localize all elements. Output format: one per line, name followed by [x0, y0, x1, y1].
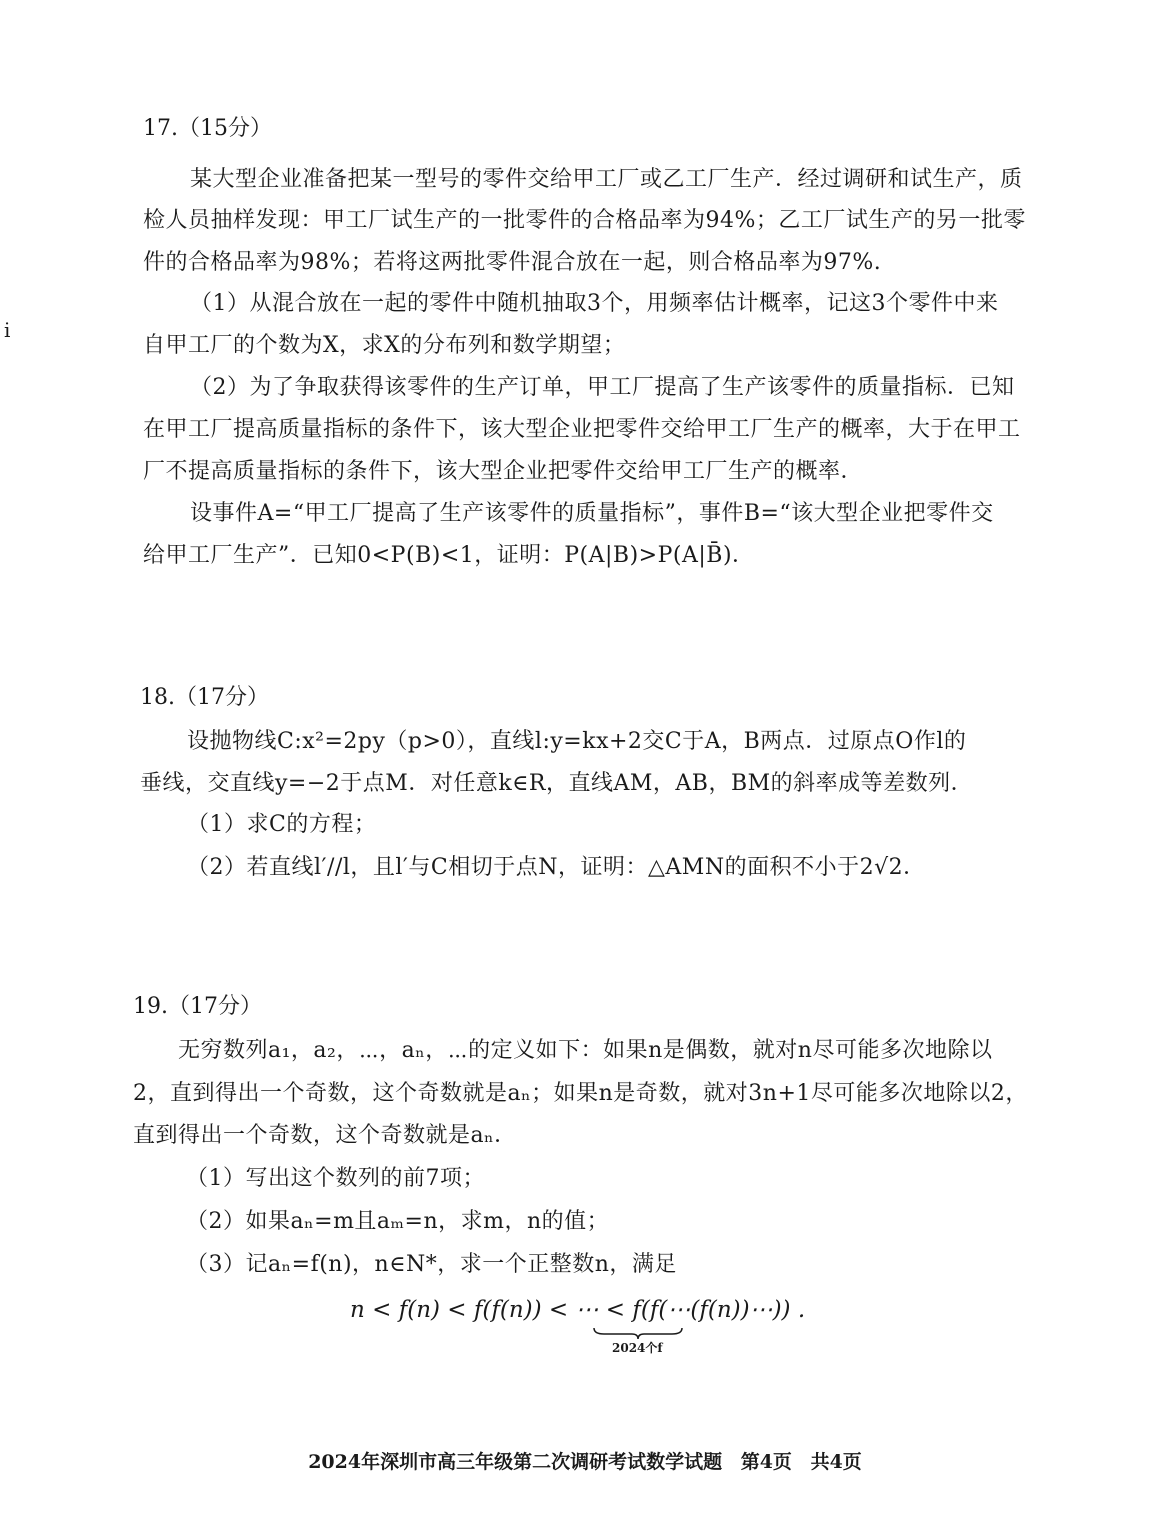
q19-line-2: 2，直到得出一个奇数，这个奇数就是aₙ；如果n是奇数，就对3n+1尽可能多次地除以2， [133, 1081, 1028, 1106]
q17-heading: 17.（15分） [143, 116, 272, 141]
q17-line-9: 设事件A=“甲工厂提高了生产该零件的质量指标”，事件B=“该大型企业把零件交 [190, 501, 994, 526]
q18-line-3: （1）求C的方程； [187, 812, 377, 837]
q19-line-4: （1）写出这个数列的前7项； [186, 1166, 485, 1191]
q19-heading: 19.（17分） [133, 994, 262, 1019]
margin-mark: i [4, 318, 11, 342]
q18-heading: 18.（17分） [140, 685, 269, 710]
q17-line-3: 件的合格品率为98%；若将这两批零件混合放在一起，则合格品率为97%. [143, 250, 882, 275]
q19-line-6: （3）记aₙ=f(n)，n∈N*，求一个正整数n，满足 [186, 1252, 677, 1277]
q17-line-1: 某大型企业准备把某一型号的零件交给甲工厂或乙工厂生产．经过调研和试生产，质 [190, 167, 1023, 192]
q19-formula: n < f(n) < f(f(n)) < ⋯ < f(f(⋯(f(n))⋯)) . [350, 1297, 806, 1323]
q18-line-1: 设抛物线C:x²=2py（p>0），直线l:y=kx+2交C于A，B两点．过原点O作l的 [187, 729, 967, 754]
underbrace [592, 1326, 684, 1340]
q18-line-2: 垂线，交直线y=−2于点M．对任意k∈R，直线AM，AB，BM的斜率成等差数列． [140, 771, 974, 796]
q17-line-6: （2）为了争取获得该零件的生产订单，甲工厂提高了生产该零件的质量指标．已知 [190, 375, 1015, 400]
q17-line-5: 自甲工厂的个数为X，求X的分布列和数学期望； [143, 333, 626, 358]
underbrace-label: 2024个f [612, 1341, 663, 1355]
q17-line-2: 检人员抽样发现：甲工厂试生产的一批零件的合格品率为94%；乙工厂试生产的另一批零 [143, 208, 1026, 233]
q19-line-1: 无穷数列a₁，a₂，⋯，aₙ，⋯的定义如下：如果n是偶数，就对n尽可能多次地除以 [178, 1038, 993, 1063]
q18-line-4: （2）若直线l′//l，且l′与C相切于点N，证明：△AMN的面积不小于2√2． [187, 855, 926, 880]
q17-line-4: （1）从混合放在一起的零件中随机抽取3个，用频率估计概率，记这3个零件中来 [190, 291, 999, 316]
footer-page: 第4页 [740, 1451, 792, 1473]
q19-line-3: 直到得出一个奇数，这个奇数就是aₙ． [133, 1123, 517, 1148]
q17-line-8: 厂不提高质量指标的条件下，该大型企业把零件交给甲工厂生产的概率． [143, 459, 864, 484]
footer-total: 共4页 [810, 1451, 862, 1473]
q17-line-7: 在甲工厂提高质量指标的条件下，该大型企业把零件交给甲工厂生产的概率，大于在甲工 [143, 417, 1021, 442]
q19-line-5: （2）如果aₙ=m且aₘ=n，求m，n的值； [186, 1209, 610, 1234]
page-footer [0, 1447, 1170, 1474]
q17-line-10: 给甲工厂生产”．已知0<P(B)<1，证明：P(A|B)>P(A|B̄)． [143, 543, 755, 568]
footer-title: 2024年深圳市高三年级第二次调研考试数学试题 [308, 1451, 723, 1473]
